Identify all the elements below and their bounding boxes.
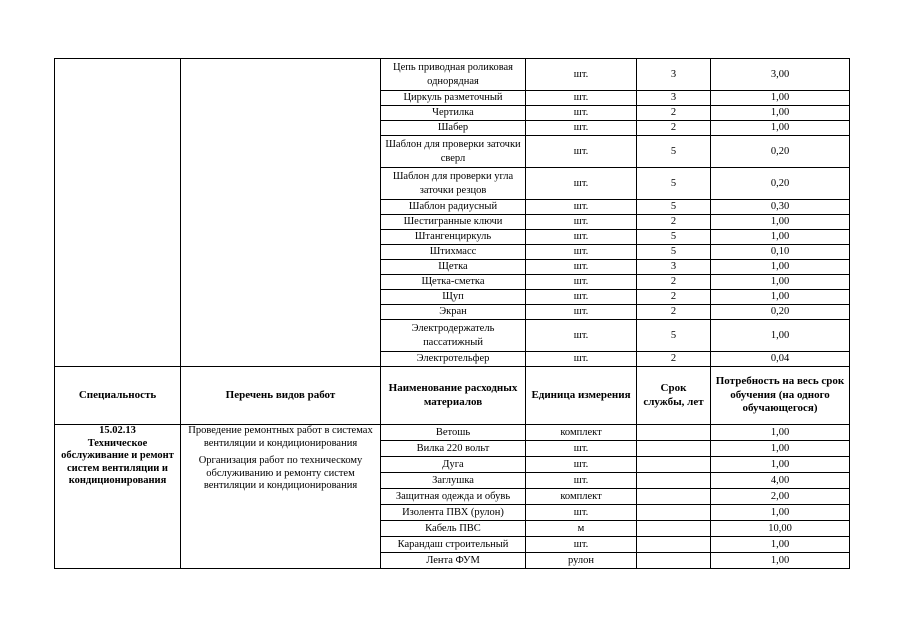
tool-life: 2: [637, 290, 711, 305]
requirements-table: [54, 58, 850, 569]
tool-qty: 1,00: [711, 230, 850, 245]
material-name: Вилка 220 вольт: [381, 441, 526, 457]
tool-life: 2: [637, 121, 711, 136]
tool-name: Щетка: [381, 260, 526, 275]
tool-qty: 0,04: [711, 352, 850, 367]
material-qty: 1,00: [711, 537, 850, 553]
tool-unit: шт.: [526, 106, 637, 121]
tool-unit: шт.: [526, 352, 637, 367]
tool-qty: 1,00: [711, 290, 850, 305]
tool-qty: 0,10: [711, 245, 850, 260]
tool-unit: шт.: [526, 200, 637, 215]
tool-unit: шт.: [526, 136, 637, 168]
material-life: [637, 489, 711, 505]
material-life: [637, 553, 711, 569]
works-cell: [181, 425, 381, 569]
material-qty: 1,00: [711, 441, 850, 457]
work-item: Проведение ремонтных работ в системах вентиляции и кондиционирования: [188, 425, 373, 449]
material-name: Изолента ПВХ (рулон): [381, 505, 526, 521]
tool-name: Шаблон радиусный: [381, 200, 526, 215]
tool-life: 2: [637, 305, 711, 320]
specialty-code: 15.02.13: [99, 425, 136, 436]
tool-unit: шт.: [526, 168, 637, 200]
tool-unit: шт.: [526, 275, 637, 290]
materials-section: [55, 367, 850, 425]
tool-life: 5: [637, 168, 711, 200]
header-need: Потребность на весь срок обучения (на одного обучающегося): [711, 367, 850, 425]
material-qty: 2,00: [711, 489, 850, 505]
tool-unit: шт.: [526, 230, 637, 245]
tool-qty: 1,00: [711, 215, 850, 230]
tool-unit: шт.: [526, 91, 637, 106]
material-unit: шт.: [526, 537, 637, 553]
tool-name: Экран: [381, 305, 526, 320]
tool-life: 3: [637, 91, 711, 106]
material-life: [637, 473, 711, 489]
tool-unit: шт.: [526, 245, 637, 260]
tool-name: Электротельфер: [381, 352, 526, 367]
tool-life: 3: [637, 59, 711, 91]
tool-name: Шабер: [381, 121, 526, 136]
tool-life: 5: [637, 245, 711, 260]
tool-name: Электродержатель пассатижный: [381, 320, 526, 352]
tool-name: Цепь приводная роликовая однорядная: [381, 59, 526, 91]
material-unit: комплект: [526, 489, 637, 505]
material-qty: 4,00: [711, 473, 850, 489]
tool-unit: шт.: [526, 59, 637, 91]
material-unit: рулон: [526, 553, 637, 569]
blank-specialty-cell: [55, 59, 181, 367]
tool-name: Штихмасс: [381, 245, 526, 260]
material-unit: шт.: [526, 441, 637, 457]
header-row: [55, 367, 850, 425]
material-life: [637, 441, 711, 457]
tool-name: Шестигранные ключи: [381, 215, 526, 230]
tool-qty: 3,00: [711, 59, 850, 91]
material-unit: шт.: [526, 457, 637, 473]
tool-life: 2: [637, 275, 711, 290]
tool-name: Щетка-сметка: [381, 275, 526, 290]
material-qty: 1,00: [711, 505, 850, 521]
tools-section: [55, 59, 850, 367]
material-unit: м: [526, 521, 637, 537]
tool-qty: 1,00: [711, 91, 850, 106]
material-life: [637, 505, 711, 521]
tool-life: 5: [637, 230, 711, 245]
header-works: Перечень видов работ: [181, 367, 381, 425]
tool-name: Чертилка: [381, 106, 526, 121]
tool-unit: шт.: [526, 215, 637, 230]
material-qty: 1,00: [711, 553, 850, 569]
material-qty: 1,00: [711, 457, 850, 473]
work-item: Организация работ по техническому обслуживанию и ремонту систем вентиляции и кондиционирования: [198, 455, 363, 492]
tool-life: 5: [637, 136, 711, 168]
tool-qty: 1,00: [711, 275, 850, 290]
tool-name: Штангенциркуль: [381, 230, 526, 245]
tool-qty: 1,00: [711, 106, 850, 121]
header-life: Срок службы, лет: [637, 367, 711, 425]
tool-unit: шт.: [526, 290, 637, 305]
tool-name: Шаблон для проверки угла заточки резцов: [381, 168, 526, 200]
material-name: Лента ФУМ: [381, 553, 526, 569]
tool-unit: шт.: [526, 260, 637, 275]
material-row: [55, 425, 850, 441]
material-unit: шт.: [526, 505, 637, 521]
tool-life: 2: [637, 215, 711, 230]
tool-life: 2: [637, 106, 711, 121]
tool-unit: шт.: [526, 320, 637, 352]
tool-qty: 0,20: [711, 136, 850, 168]
tool-name: Щуп: [381, 290, 526, 305]
material-life: [637, 521, 711, 537]
material-name: Заглушка: [381, 473, 526, 489]
specialty-cell: [55, 425, 181, 569]
blank-works-cell: [181, 59, 381, 367]
tool-unit: шт.: [526, 305, 637, 320]
header-specialty: Специальность: [55, 367, 181, 425]
header-unit: Единица измерения: [526, 367, 637, 425]
tool-row: [55, 59, 850, 91]
material-qty: 10,00: [711, 521, 850, 537]
materials-rows: [55, 425, 850, 569]
tool-name: Циркуль разметочный: [381, 91, 526, 106]
tool-qty: 1,00: [711, 260, 850, 275]
material-name: Карандаш строительный: [381, 537, 526, 553]
tool-life: 3: [637, 260, 711, 275]
tool-qty: 1,00: [711, 121, 850, 136]
material-name: Кабель ПВС: [381, 521, 526, 537]
material-name: Дуга: [381, 457, 526, 473]
tool-qty: 0,20: [711, 168, 850, 200]
tool-name: Шаблон для проверки заточки сверл: [381, 136, 526, 168]
material-qty: 1,00: [711, 425, 850, 441]
header-material: Наименование расходных материалов: [381, 367, 526, 425]
material-life: [637, 425, 711, 441]
tool-life: 2: [637, 352, 711, 367]
tool-life: 5: [637, 320, 711, 352]
material-name: Ветошь: [381, 425, 526, 441]
specialty-name: Техническое обслуживание и ремонт систем вентиляции и кондиционирования: [61, 437, 174, 487]
material-unit: шт.: [526, 473, 637, 489]
material-life: [637, 457, 711, 473]
tool-qty: 0,20: [711, 305, 850, 320]
tool-qty: 0,30: [711, 200, 850, 215]
tool-qty: 1,00: [711, 320, 850, 352]
material-unit: комплект: [526, 425, 637, 441]
material-life: [637, 537, 711, 553]
tool-life: 5: [637, 200, 711, 215]
tool-unit: шт.: [526, 121, 637, 136]
material-name: Защитная одежда и обувь: [381, 489, 526, 505]
